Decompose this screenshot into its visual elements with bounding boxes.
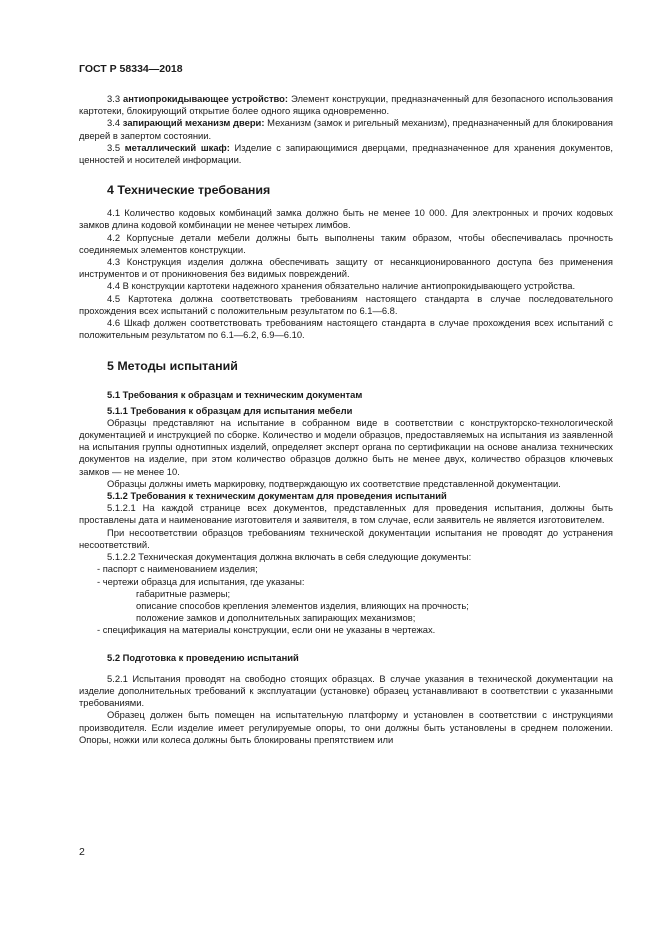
definition-num: 3.5: [107, 141, 121, 153]
page-content: [79, 93, 613, 746]
definition-3-5: [79, 142, 613, 166]
paragraph-4-1: 4.1 Количество кодовых комбинаций замка должно быть не менее 10 000. Для электронных и прочих кодовых замков длина кодовой комбинации не менее четырех лимбов.: [79, 207, 613, 231]
definition-num: 3.3: [107, 93, 121, 104]
section-5-1-1-title: 5.1.1 Требования к образцам для испытания мебели: [107, 404, 353, 416]
paragraph-4-6: 4.6 Шкаф должен соответствовать требованиям настоящего стандарта в случае прохождения всех испытаний с положительным результатом по 6.1—6.2, 6.9—6.10.: [79, 317, 613, 341]
definition-3-3: [79, 93, 613, 117]
section-5-1-title: 5.1 Требования к образцам и техническим документам: [107, 389, 363, 401]
paragraph-5-1-1-b: Образцы должны иметь маркировку, подтверждающую их соответствие представленной документации.: [107, 477, 561, 489]
definition-num: 3.4: [107, 117, 121, 129]
paragraph-4-5: 4.5 Картотека должна соответствовать требованиям настоящего стандарта в случае последовательного прохождения всех испытаний с положительным результатом по 6.1—6.8.: [79, 292, 613, 316]
definition-term: антиопрокидывающее устройство:: [123, 93, 289, 104]
paragraph-5-1-2-1: 5.1.2.1 На каждой странице всех документов, представленных для проведения испытания, должны быть проставлены дата и наименование изготовителя и заявителя, в том случае, если заявитель не является изготовителем.: [79, 502, 613, 526]
definition-term: запирающий механизм двери:: [122, 117, 265, 129]
definition-text: Механизм (замок и ригельный механизм), предназначенный для блокирования дверей в запертом состоянии.: [79, 117, 614, 141]
paragraph-4-2: 4.2 Корпусные детали мебели должны быть выполнены таким образом, чтобы обеспечивалась прочность соединяемых элементов конструкции.: [79, 231, 613, 255]
definition-text: Изделие с запирающимися дверцами, предназначенное для хранения документов, ценностей и носителей информации.: [79, 141, 613, 166]
sub-list-item: описание способов крепления элементов изделия, влияющих на прочность;: [136, 599, 469, 611]
list-item: - чертежи образца для испытания, где указаны:: [97, 575, 305, 587]
section-5-1-2-title: 5.1.2 Требования к техническим документам для проведения испытаний: [107, 490, 447, 502]
section-5-title: 5 Методы испытаний: [107, 359, 238, 374]
paragraph-5-1-1-a: Образцы представляют на испытание в собранном виде в соответствии с конструкторско-технологической документацией и инструкцией по сборке. Количество и модели образцов, предоставляемых на испытания из заявленной на испытания группы однотипных изделий, определяет эксперт органа по сертификации на основе анализа технических документов на изделие, при этом количество образцов должно быть не менее двух, количество образцов ключевых замков — не менее 10.: [79, 416, 613, 477]
paragraph-5-1-2-2: 5.1.2.2 Техническая документация должна включать в себя следующие документы:: [107, 551, 472, 563]
sub-list-item: положение замков и дополнительных запирающих механизмов;: [136, 612, 416, 624]
definition-3-4: [79, 117, 613, 141]
definition-term: металлический шкаф:: [124, 141, 230, 153]
sub-list-item: габаритные размеры;: [136, 587, 231, 599]
paragraph-5-2-1: 5.2.1 Испытания проводят на свободно стоящих образцах. В случае указания в технической документации на изделие дополнительных требований к эксплуатации (установке) образец устанавливают в соответствии с указанными требованиями.: [79, 672, 613, 709]
definition-text: Элемент конструкции, предназначенный для безопасного использования картотеки, блокирующий открытие более одного ящика одновременно.: [79, 93, 613, 117]
page-number: 2: [79, 846, 85, 858]
section-5-2-title: 5.2 Подготовка к проведению испытаний: [107, 651, 299, 663]
paragraph-5-2-1-b: Образец должен быть помещен на испытательную платформу и установлен в соответствии с инструкциями производителя. Если изделие имеет регулируемые опоры, то они должны быть установлены в среднем положении. Опоры, ножки или колеса должны быть блокированы препятствием или: [79, 709, 613, 745]
list-item: - спецификация на материалы конструкции, если они не указаны в чертежах.: [97, 624, 436, 636]
paragraph-4-4: 4.4 В конструкции картотеки надежного хранения обязательно наличие антиопрокидывающего устройства.: [107, 280, 576, 292]
section-4-title: 4 Технические требования: [107, 183, 271, 198]
list-item: - паспорт с наименованием изделия;: [97, 563, 258, 575]
paragraph-5-1-2-1-b: При несоответствии образцов требованиям технической документации испытания не проводят до устранения несоответствий.: [79, 526, 613, 550]
paragraph-4-3: 4.3 Конструкция изделия должна обеспечивать защиту от несанкционированного доступа без применения инструментов и от проникновения без видимых повреждений.: [79, 256, 613, 280]
document-code: ГОСТ Р 58334—2018: [79, 63, 183, 75]
